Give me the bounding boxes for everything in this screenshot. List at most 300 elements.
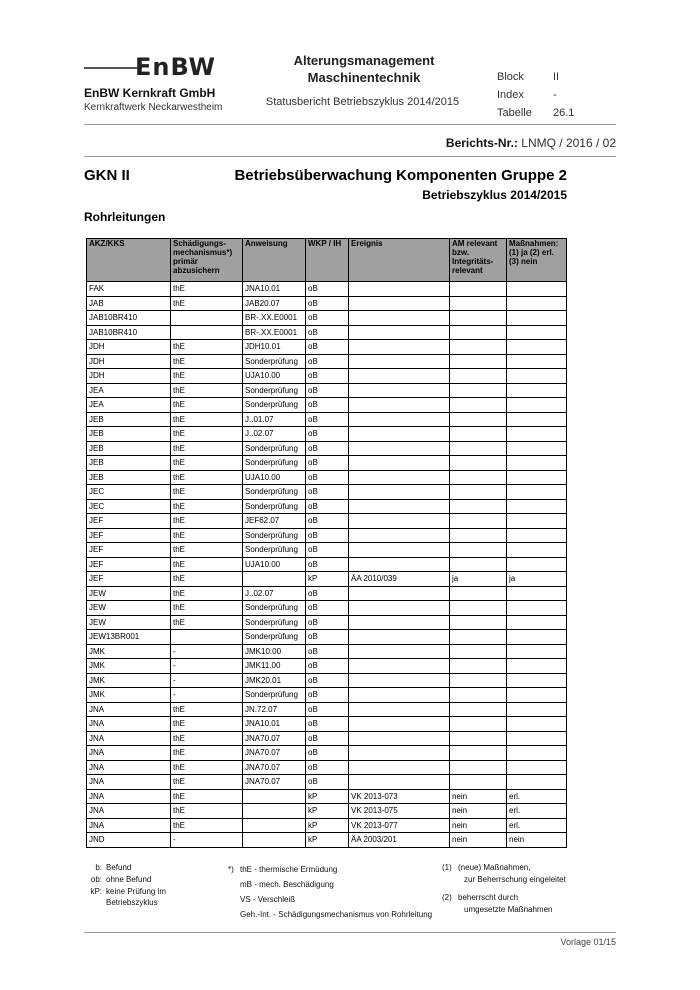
legend-item bbox=[228, 877, 432, 892]
column-header: AKZ/KKS bbox=[87, 239, 171, 282]
table-cell: oB bbox=[306, 760, 349, 775]
table-cell: JDH bbox=[87, 354, 171, 369]
table-cell bbox=[507, 673, 567, 688]
table-cell bbox=[349, 340, 450, 355]
table-cell: oB bbox=[306, 746, 349, 761]
table-cell: oB bbox=[306, 514, 349, 529]
table-cell: JEW bbox=[87, 601, 171, 616]
table-cell: thE bbox=[171, 804, 243, 819]
table-cell bbox=[507, 383, 567, 398]
table-cell: JNA70.07 bbox=[243, 746, 306, 761]
legend-item bbox=[228, 862, 432, 877]
table-cell bbox=[507, 659, 567, 674]
table-row bbox=[87, 499, 567, 514]
table-cell: JNA bbox=[87, 731, 171, 746]
table-cell: thE bbox=[171, 499, 243, 514]
table-cell: JEC bbox=[87, 499, 171, 514]
table-cell: oB bbox=[306, 528, 349, 543]
company-name: EnBW Kernkraft GmbH bbox=[84, 86, 216, 100]
report-divider bbox=[84, 156, 616, 157]
meta-row bbox=[497, 68, 574, 86]
table-cell: Sonderprüfung bbox=[243, 615, 306, 630]
table-cell bbox=[349, 543, 450, 558]
table-cell: JEA bbox=[87, 398, 171, 413]
table-cell: JEC bbox=[87, 485, 171, 500]
table-cell: - bbox=[171, 673, 243, 688]
table-cell: thE bbox=[171, 340, 243, 355]
table-cell bbox=[450, 398, 507, 413]
table-cell bbox=[349, 528, 450, 543]
table-cell: thE bbox=[171, 485, 243, 500]
table-cell: oB bbox=[306, 659, 349, 674]
table-cell bbox=[349, 688, 450, 703]
table-cell: JN.72.07 bbox=[243, 702, 306, 717]
table-cell: - bbox=[171, 659, 243, 674]
table-row bbox=[87, 731, 567, 746]
table-cell: UJA10.00 bbox=[243, 470, 306, 485]
table-cell: JNA70.07 bbox=[243, 731, 306, 746]
table-cell bbox=[450, 775, 507, 790]
table-cell: thE bbox=[171, 586, 243, 601]
table-cell bbox=[349, 398, 450, 413]
title-line-1: Alterungsmanagement bbox=[293, 53, 435, 68]
column-header: AM relevant bzw. Integritäts-relevant bbox=[450, 239, 507, 282]
table-cell: oB bbox=[306, 456, 349, 471]
table-cell bbox=[450, 441, 507, 456]
legend-key: ob: bbox=[90, 875, 102, 884]
table-row bbox=[87, 673, 567, 688]
legend-key: kP: bbox=[90, 887, 102, 896]
table-cell bbox=[349, 659, 450, 674]
table-row bbox=[87, 630, 567, 645]
status-report-title: Statusbericht Betriebszyklus 2014/2015 bbox=[265, 96, 460, 108]
table-cell bbox=[507, 354, 567, 369]
table-cell: thE bbox=[171, 296, 243, 311]
table-cell: thE bbox=[171, 369, 243, 384]
meta-label: Tabelle bbox=[497, 107, 532, 119]
table-cell: - bbox=[171, 833, 243, 848]
table-cell bbox=[450, 731, 507, 746]
table-row bbox=[87, 514, 567, 529]
table-cell bbox=[507, 456, 567, 471]
table-cell bbox=[349, 325, 450, 340]
table-cell bbox=[450, 311, 507, 326]
table-cell bbox=[507, 601, 567, 616]
table-cell bbox=[450, 325, 507, 340]
table-cell: oB bbox=[306, 325, 349, 340]
table-cell bbox=[349, 311, 450, 326]
table-cell: kP bbox=[306, 833, 349, 848]
table-cell: JDH bbox=[87, 369, 171, 384]
table-cell: kP bbox=[306, 804, 349, 819]
section-title: Rohrleitungen bbox=[84, 210, 166, 224]
table-cell: erl. bbox=[507, 789, 567, 804]
table-cell: Sonderprüfung bbox=[243, 528, 306, 543]
table-row bbox=[87, 760, 567, 775]
table-cell: JAB10BR410 bbox=[87, 325, 171, 340]
table-cell: JEF bbox=[87, 557, 171, 572]
table-cell bbox=[243, 572, 306, 587]
table-cell: oB bbox=[306, 601, 349, 616]
table-cell: J..02.07 bbox=[243, 586, 306, 601]
table-cell: JMK bbox=[87, 659, 171, 674]
table-cell: JMK bbox=[87, 688, 171, 703]
table-cell: JMK11.00 bbox=[243, 659, 306, 674]
table-cell bbox=[349, 731, 450, 746]
legend-text: zur Beherrschung eingeleitet bbox=[464, 875, 566, 884]
table-cell: erl. bbox=[507, 804, 567, 819]
table-row bbox=[87, 485, 567, 500]
table-cell: ja bbox=[507, 572, 567, 587]
table-cell bbox=[450, 543, 507, 558]
table-cell bbox=[349, 427, 450, 442]
table-row bbox=[87, 412, 567, 427]
table-cell: kP bbox=[306, 818, 349, 833]
legend-text: umgesetzte Maßnahmen bbox=[464, 905, 553, 914]
table-cell bbox=[243, 818, 306, 833]
column-header: Maßnahmen: (1) ja (2) erl. (3) nein bbox=[507, 239, 567, 282]
table-cell: JEF bbox=[87, 572, 171, 587]
table-cell: erl. bbox=[507, 818, 567, 833]
table-cell: oB bbox=[306, 673, 349, 688]
table-cell bbox=[450, 354, 507, 369]
table-cell bbox=[450, 659, 507, 674]
table-cell: thE bbox=[171, 412, 243, 427]
legend-text: Befund bbox=[106, 863, 132, 872]
table-row bbox=[87, 470, 567, 485]
table-cell: JEB bbox=[87, 427, 171, 442]
table-cell: JEB bbox=[87, 441, 171, 456]
table-cell bbox=[243, 833, 306, 848]
table-cell: thE bbox=[171, 717, 243, 732]
table-cell: Sonderprüfung bbox=[243, 630, 306, 645]
table-cell bbox=[450, 369, 507, 384]
table-cell: JAB20.07 bbox=[243, 296, 306, 311]
table-cell bbox=[507, 441, 567, 456]
table-cell bbox=[507, 775, 567, 790]
table-cell: thE bbox=[171, 760, 243, 775]
table-row bbox=[87, 644, 567, 659]
table-cell bbox=[507, 702, 567, 717]
column-header: WKP / IH bbox=[306, 239, 349, 282]
legend-text: VS - Verschleiß bbox=[240, 895, 296, 904]
table-cell: JEW bbox=[87, 586, 171, 601]
meta-label: Index bbox=[497, 89, 524, 101]
table-cell bbox=[349, 282, 450, 297]
table-cell: JND bbox=[87, 833, 171, 848]
table-row bbox=[87, 572, 567, 587]
table-cell: JEB bbox=[87, 456, 171, 471]
table-cell: oB bbox=[306, 630, 349, 645]
column-header: Schädigungs-mechanismus*) primär abzusichern bbox=[171, 239, 243, 282]
table-cell bbox=[507, 688, 567, 703]
table-cell: kP bbox=[306, 789, 349, 804]
table-cell bbox=[450, 615, 507, 630]
page-title: Betriebsüberwachung Komponenten Gruppe 2 bbox=[234, 167, 567, 184]
table-cell bbox=[450, 514, 507, 529]
table-row bbox=[87, 659, 567, 674]
table-cell bbox=[507, 717, 567, 732]
legend-key: (2) bbox=[442, 893, 452, 902]
table-row bbox=[87, 340, 567, 355]
table-cell bbox=[243, 804, 306, 819]
table-cell bbox=[450, 456, 507, 471]
table-cell: Sonderprüfung bbox=[243, 456, 306, 471]
table-row bbox=[87, 427, 567, 442]
table-cell: BR-.XX.E0001 bbox=[243, 311, 306, 326]
table-cell bbox=[349, 746, 450, 761]
table-cell: thE bbox=[171, 601, 243, 616]
table-cell bbox=[507, 543, 567, 558]
table-cell: oB bbox=[306, 557, 349, 572]
table-cell: nein bbox=[450, 818, 507, 833]
table-cell: ÄA 2003/201 bbox=[349, 833, 450, 848]
table-cell: thE bbox=[171, 557, 243, 572]
table-cell bbox=[507, 630, 567, 645]
meta-row bbox=[497, 86, 574, 104]
table-cell bbox=[349, 456, 450, 471]
column-header: Anweisung bbox=[243, 239, 306, 282]
table-row bbox=[87, 688, 567, 703]
table-cell bbox=[450, 485, 507, 500]
table-row bbox=[87, 441, 567, 456]
table-cell bbox=[507, 485, 567, 500]
table-cell bbox=[450, 340, 507, 355]
table-cell bbox=[507, 398, 567, 413]
table-row bbox=[87, 282, 567, 297]
table-cell bbox=[349, 601, 450, 616]
table-cell bbox=[349, 760, 450, 775]
table-row bbox=[87, 383, 567, 398]
table-cell: JEB bbox=[87, 412, 171, 427]
table-cell bbox=[349, 296, 450, 311]
table-cell: UJA10.00 bbox=[243, 557, 306, 572]
table-cell: Sonderprüfung bbox=[243, 398, 306, 413]
table-cell bbox=[349, 673, 450, 688]
legend-text: Geh.-Int. - Schädigungsmechanismus von Rohrleitung bbox=[240, 910, 433, 919]
table-cell: thE bbox=[171, 543, 243, 558]
table-cell: Sonderprüfung bbox=[243, 354, 306, 369]
meta-value: II bbox=[553, 71, 560, 83]
table-cell: thE bbox=[171, 789, 243, 804]
table-cell: oB bbox=[306, 412, 349, 427]
table-cell bbox=[349, 383, 450, 398]
legend-item bbox=[442, 892, 566, 916]
table-row bbox=[87, 789, 567, 804]
meta-value: - bbox=[553, 89, 557, 101]
legend-text: ohne Befund bbox=[106, 875, 152, 884]
table-cell bbox=[450, 412, 507, 427]
table-row bbox=[87, 296, 567, 311]
table-row bbox=[87, 818, 567, 833]
table-row bbox=[87, 586, 567, 601]
table-cell bbox=[349, 354, 450, 369]
logo-line bbox=[84, 67, 142, 69]
table-cell: J..01.07 bbox=[243, 412, 306, 427]
table-cell bbox=[349, 557, 450, 572]
table-cell: JMK20.01 bbox=[243, 673, 306, 688]
table-cell: nein bbox=[507, 833, 567, 848]
table-cell: JEA bbox=[87, 383, 171, 398]
table-cell: thE bbox=[171, 427, 243, 442]
table-cell: VK 2013-077 bbox=[349, 818, 450, 833]
table-cell bbox=[349, 644, 450, 659]
table-cell: oB bbox=[306, 644, 349, 659]
table-cell: JEF bbox=[87, 514, 171, 529]
table-cell: JNA bbox=[87, 717, 171, 732]
table-cell bbox=[450, 427, 507, 442]
legend-item bbox=[442, 862, 566, 886]
table-cell bbox=[349, 470, 450, 485]
table-cell: JEF bbox=[87, 528, 171, 543]
table-cell: thE bbox=[171, 354, 243, 369]
table-cell: thE bbox=[171, 514, 243, 529]
table-cell: Sonderprüfung bbox=[243, 383, 306, 398]
table-cell: JNA bbox=[87, 702, 171, 717]
table-cell bbox=[450, 746, 507, 761]
table-cell: JNA70.07 bbox=[243, 775, 306, 790]
table-cell bbox=[507, 282, 567, 297]
table-cell: JEB bbox=[87, 470, 171, 485]
table-cell bbox=[450, 673, 507, 688]
table-cell: VK 2013-075 bbox=[349, 804, 450, 819]
legend-item bbox=[86, 886, 196, 908]
report-number-value: LNMQ / 2016 / 02 bbox=[521, 136, 616, 150]
table-cell bbox=[450, 282, 507, 297]
table-cell: nein bbox=[450, 789, 507, 804]
table-cell: oB bbox=[306, 702, 349, 717]
table-row bbox=[87, 615, 567, 630]
table-cell bbox=[349, 615, 450, 630]
table-cell bbox=[349, 702, 450, 717]
legend-measures bbox=[442, 862, 566, 916]
table-cell: nein bbox=[450, 804, 507, 819]
legend-item bbox=[86, 862, 196, 874]
table-cell: oB bbox=[306, 354, 349, 369]
table-cell: Sonderprüfung bbox=[243, 688, 306, 703]
table-cell: oB bbox=[306, 499, 349, 514]
table-cell: oB bbox=[306, 369, 349, 384]
table-cell bbox=[349, 485, 450, 500]
table-cell bbox=[349, 499, 450, 514]
table-cell: JEW13BR001 bbox=[87, 630, 171, 645]
table-cell: oB bbox=[306, 731, 349, 746]
table-cell bbox=[171, 325, 243, 340]
table-cell: nein bbox=[450, 833, 507, 848]
table-cell bbox=[450, 601, 507, 616]
legend-item bbox=[228, 892, 432, 907]
table-cell: JAB bbox=[87, 296, 171, 311]
table-cell: JNA bbox=[87, 789, 171, 804]
table-cell: oB bbox=[306, 340, 349, 355]
table-cell: J..02.07 bbox=[243, 427, 306, 442]
table-row bbox=[87, 717, 567, 732]
table-cell: - bbox=[171, 688, 243, 703]
template-version: Vorlage 01/15 bbox=[560, 937, 616, 947]
table-cell bbox=[171, 311, 243, 326]
table-cell bbox=[450, 557, 507, 572]
table-cell: oB bbox=[306, 383, 349, 398]
table-cell: JNA bbox=[87, 760, 171, 775]
table-row bbox=[87, 557, 567, 572]
table-cell: oB bbox=[306, 427, 349, 442]
plant-name: Kernkraftwerk Neckarwestheim bbox=[84, 102, 223, 113]
table-cell: VK 2013-073 bbox=[349, 789, 450, 804]
page-subtitle: Betriebszyklus 2014/2015 bbox=[422, 188, 567, 202]
table-cell bbox=[349, 586, 450, 601]
table-cell bbox=[450, 688, 507, 703]
table-cell bbox=[507, 644, 567, 659]
legend-text: mB - mech. Beschädigung bbox=[240, 880, 334, 889]
table-cell bbox=[450, 760, 507, 775]
table-cell: JEW bbox=[87, 615, 171, 630]
table-cell: JNA10.01 bbox=[243, 717, 306, 732]
table-cell bbox=[349, 412, 450, 427]
title-line-2: Maschinentechnik bbox=[307, 70, 421, 85]
table-row bbox=[87, 354, 567, 369]
unit-label: GKN II bbox=[84, 167, 130, 184]
table-cell: thE bbox=[171, 282, 243, 297]
table-cell: oB bbox=[306, 717, 349, 732]
document-title bbox=[268, 52, 460, 86]
table-cell: ja bbox=[450, 572, 507, 587]
table-cell bbox=[349, 630, 450, 645]
enbw-logo: EnBW bbox=[135, 53, 216, 81]
table-cell bbox=[450, 499, 507, 514]
table-cell: thE bbox=[171, 818, 243, 833]
table-row bbox=[87, 398, 567, 413]
table-cell: thE bbox=[171, 398, 243, 413]
table-cell bbox=[507, 311, 567, 326]
table-row bbox=[87, 528, 567, 543]
legend-mechanisms bbox=[228, 862, 432, 922]
footer-divider bbox=[84, 932, 616, 933]
table-cell bbox=[349, 775, 450, 790]
table-cell bbox=[450, 702, 507, 717]
table-cell: JMK bbox=[87, 673, 171, 688]
table-cell: UJA10.00 bbox=[243, 369, 306, 384]
table-cell: JEF bbox=[87, 543, 171, 558]
table-cell bbox=[450, 717, 507, 732]
component-table bbox=[86, 238, 567, 848]
table-cell: Sonderprüfung bbox=[243, 601, 306, 616]
table-cell: thE bbox=[171, 746, 243, 761]
legend-item bbox=[228, 907, 432, 922]
legend-text: (neue) Maßnahmen, bbox=[458, 863, 531, 872]
meta-row bbox=[497, 104, 574, 122]
table-cell: JNA bbox=[87, 804, 171, 819]
table-cell bbox=[450, 470, 507, 485]
table-row bbox=[87, 311, 567, 326]
meta-label: Block bbox=[497, 71, 524, 83]
table-cell bbox=[243, 789, 306, 804]
table-cell: thE bbox=[171, 572, 243, 587]
table-cell: JNA bbox=[87, 746, 171, 761]
table-row bbox=[87, 833, 567, 848]
table-cell bbox=[507, 470, 567, 485]
document-meta bbox=[497, 68, 574, 122]
table-row bbox=[87, 456, 567, 471]
table-cell: JMK10.00 bbox=[243, 644, 306, 659]
table-cell: JEF62.07 bbox=[243, 514, 306, 529]
table-cell bbox=[450, 644, 507, 659]
table-cell: BR-.XX.E0001 bbox=[243, 325, 306, 340]
table-cell bbox=[450, 296, 507, 311]
table-cell bbox=[171, 630, 243, 645]
table-cell bbox=[507, 615, 567, 630]
table-cell: JNA10.01 bbox=[243, 282, 306, 297]
table-cell: thE bbox=[171, 702, 243, 717]
